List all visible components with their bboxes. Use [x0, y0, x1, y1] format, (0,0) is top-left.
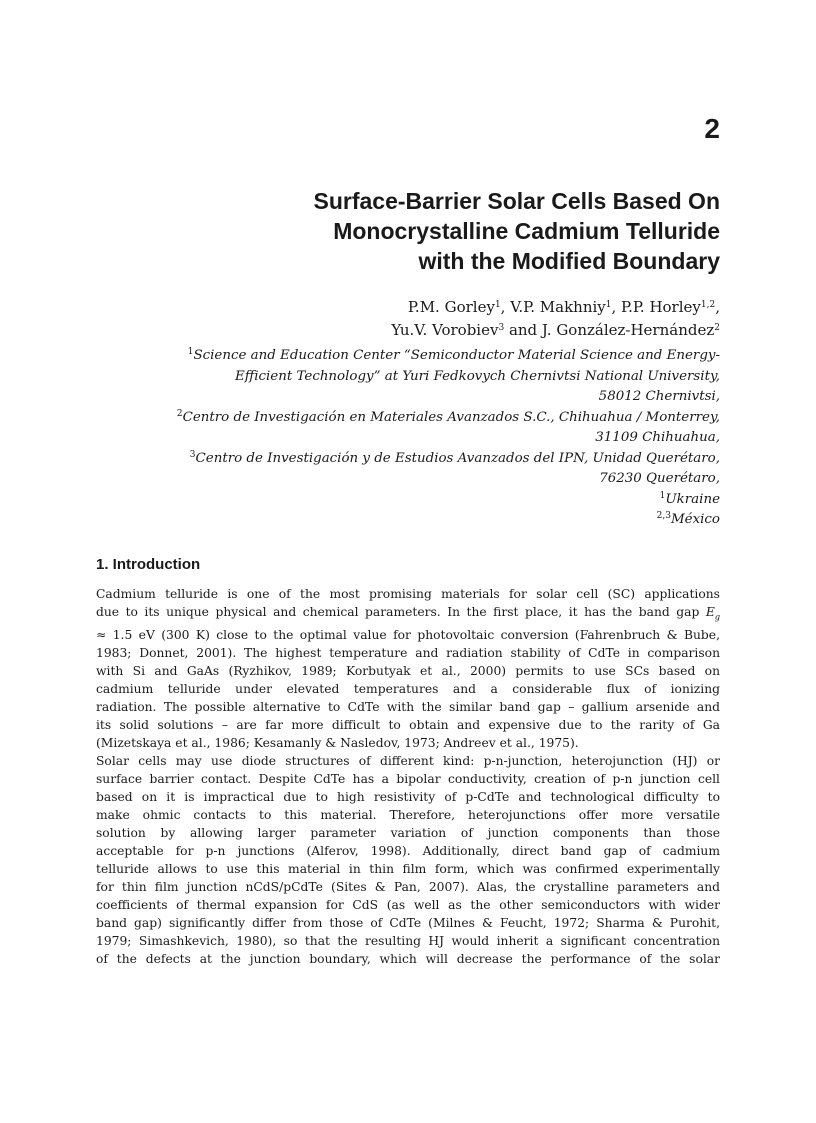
- affiliation-line: [120, 408, 720, 429]
- text-line: band gap) significantly differ from those of CdTe (Milnes & Feucht, 1972; Sharma & Purohit,: [96, 916, 720, 931]
- author-name: Yu.V. Vorobiev: [391, 321, 499, 339]
- affiliation-marker: 3: [189, 449, 196, 460]
- band-gap-symbol: [705, 605, 720, 622]
- affiliation-text: Centro de Investigación y de Estudios Avanzados del IPN, Unidad Querétaro,: [195, 450, 720, 466]
- author-line: [200, 296, 720, 319]
- affiliation-line: [120, 490, 720, 511]
- affiliation-text: México: [670, 512, 720, 527]
- affiliation-line: [120, 449, 720, 470]
- author-list: [200, 296, 720, 342]
- title-line: Monocrystalline Cadmium Telluride: [333, 218, 720, 244]
- text-line: radiation. The possible alternative to CdTe with the similar band gap – gallium arsenide and: [96, 700, 720, 715]
- text-line: Solar cells may use diode structures of different kind: p-n-junction, heterojunction (HJ) or: [96, 754, 720, 769]
- text-line: based on it is impractical due to high resistivity of p-CdTe and technological difficulty to: [96, 790, 720, 805]
- affiliation-text: Ukraine: [665, 491, 720, 507]
- body-text: [96, 585, 720, 968]
- text-line: its solid solutions – are far more difficult to obtain and expensive due to the rarity of Ga: [96, 718, 720, 733]
- text-line: of the defects at the junction boundary, which will decrease the performance of the solar: [96, 952, 720, 967]
- author-name: P.M. Gorley: [407, 298, 495, 316]
- author-name: and J. González-Hernández: [504, 321, 715, 339]
- affiliation-marker: 1: [659, 490, 666, 501]
- band-gap-letter: E: [705, 605, 715, 619]
- affiliation-marker: 1: [605, 300, 612, 310]
- author-name: , P.P. Horley: [611, 298, 701, 316]
- affiliation-line: 58012 Chernivtsi,: [598, 389, 720, 404]
- affiliation-marker: 2: [176, 408, 183, 419]
- text-fragment: due to its unique physical and chemical parameters. In the first place, it has the band gap: [96, 605, 700, 619]
- author-name: , V.P. Makhniy: [500, 298, 606, 316]
- text-line: cadmium telluride under elevated temperatures and a considerable flux of ionizing: [96, 682, 720, 697]
- text-line: make ohmic contacts to this material. Therefore, heterojunctions offer more versatile: [96, 808, 720, 823]
- band-gap-subscript: g: [714, 612, 720, 622]
- text-line: ≈ 1.5 eV (300 K) close to the optimal value for photovoltaic conversion (Fahrenbruch & Bube,: [96, 628, 720, 643]
- author-line: [200, 319, 720, 342]
- punctuation: ,: [715, 298, 720, 316]
- affiliation-text: Centro de Investigación en Materiales Avanzados S.C., Chihuahua / Monterrey,: [182, 409, 720, 425]
- affiliation-marker: 1: [187, 347, 194, 357]
- text-line: surface barrier contact. Despite CdTe has a bipolar conductivity, creation of p-n junction cell: [96, 772, 720, 787]
- affiliation-marker: 2,3: [656, 511, 671, 521]
- text-line: (Mizetskaya et al., 1986; Kesamanly & Nasledov, 1973; Andreev et al., 1975).: [96, 736, 579, 751]
- text-line: 1983; Donnet, 2001). The highest temperature and radiation stability of CdTe in comparison: [96, 646, 720, 661]
- affiliation-marker: 2: [714, 323, 720, 333]
- text-line: [96, 603, 720, 626]
- paragraph-1: [96, 585, 720, 752]
- text-line: telluride allows to use this material in thin film form, which was confirmed experimentally: [96, 862, 720, 877]
- title-line: Surface-Barrier Solar Cells Based On: [313, 188, 720, 214]
- text-line: coefficients of thermal expansion for CdS (as well as the other semiconductors with wider: [96, 898, 720, 913]
- affiliation-line: [120, 510, 720, 531]
- text-line: 1979; Simashkevich, 1980), so that the resulting HJ would inherit a significant concentration: [96, 934, 720, 949]
- affiliations: [120, 346, 720, 531]
- affiliation-marker: 1: [494, 300, 501, 310]
- text-line: acceptable for p-n junctions (Alferov, 1998). Additionally, direct band gap of cadmium: [96, 844, 720, 859]
- affiliation-line: 76230 Querétaro,: [599, 471, 720, 486]
- text-line: for thin film junction nCdS/pCdTe (Sites & Pan, 2007). Alas, the crystalline parameters and: [96, 880, 720, 895]
- affiliation-line: 31109 Chihuahua,: [595, 430, 720, 445]
- affiliation-line: [120, 346, 720, 367]
- text-line: solution by allowing larger parameter variation of junction components than those: [96, 826, 720, 841]
- affiliation-line: Efficient Technology” at Yuri Fedkovych Chernivtsi National University,: [234, 368, 720, 384]
- affiliation-text: Science and Education Center “Semiconductor Material Science and Energy-: [193, 348, 720, 363]
- affiliation-marker: 1,2: [700, 300, 716, 310]
- title-line: with the Modified Boundary: [418, 248, 720, 274]
- chapter-title: [160, 186, 720, 276]
- paragraph-2: [96, 752, 720, 968]
- text-line: with Si and GaAs (Ryzhikov, 1989; Korbutyak et al., 2000) permits to use SCs based on: [96, 664, 720, 679]
- text-line: Cadmium telluride is one of the most promising materials for solar cell (SC) applications: [96, 587, 720, 601]
- affiliation-marker: 3: [498, 323, 505, 333]
- section-heading: 1. Introduction: [96, 556, 201, 573]
- chapter-number: 2: [704, 113, 720, 144]
